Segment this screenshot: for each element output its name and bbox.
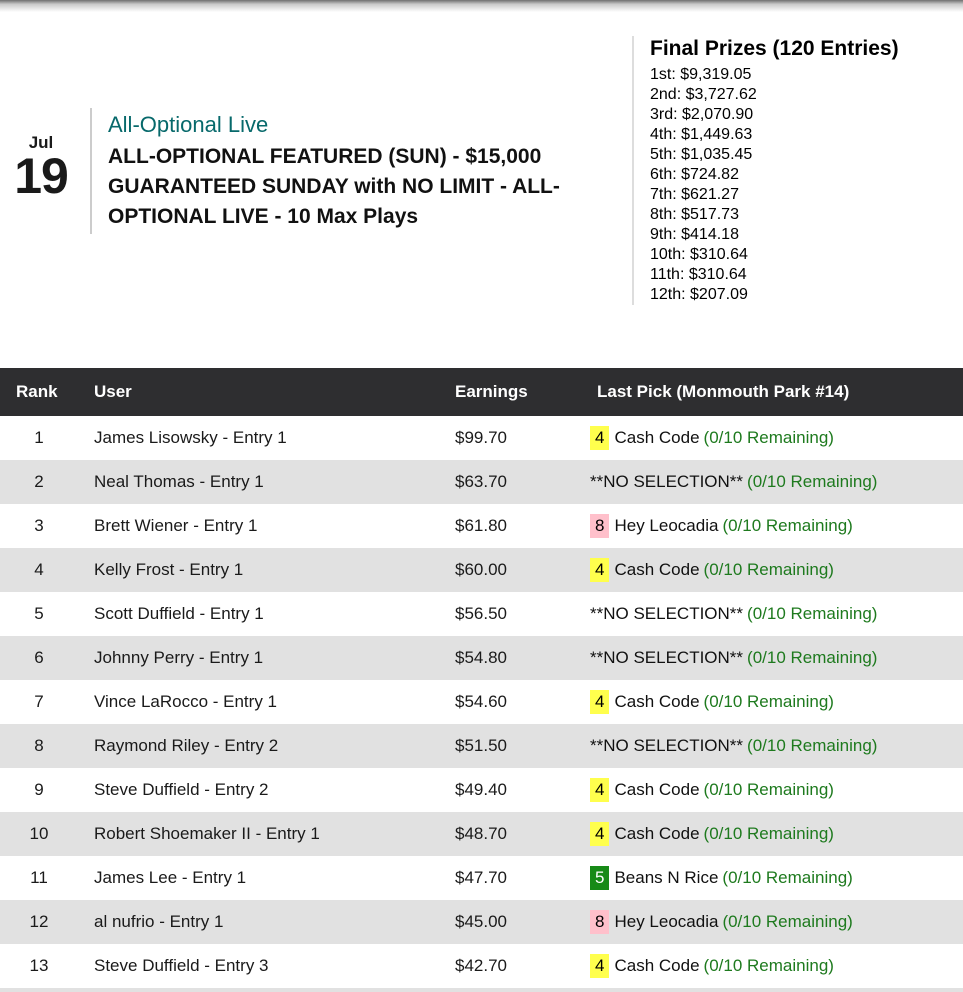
last-pick-cell bbox=[585, 548, 963, 592]
rank-cell: 5 bbox=[34, 604, 44, 623]
leaderboard-header bbox=[0, 368, 963, 416]
prize-item: 12th: $207.09 bbox=[650, 286, 748, 303]
earnings-cell: $56.50 bbox=[455, 604, 507, 623]
no-selection-label: **NO SELECTION** bbox=[590, 604, 744, 623]
rank-cell: 9 bbox=[34, 780, 44, 799]
event-date-day: 19 bbox=[14, 148, 68, 204]
earnings-cell: $54.60 bbox=[455, 692, 507, 711]
last-pick-cell bbox=[585, 636, 963, 680]
no-selection-label: **NO SELECTION** bbox=[590, 472, 744, 491]
last-pick-cell bbox=[585, 724, 963, 768]
horse-name: Cash Code bbox=[614, 559, 700, 579]
earnings-cell: $49.40 bbox=[455, 780, 507, 799]
rank-cell: 11 bbox=[30, 868, 48, 887]
column-header-last-pick: Last Pick (Monmouth Park #14) bbox=[585, 368, 963, 416]
program-number-badge: 4 bbox=[590, 778, 609, 802]
prize-item: 2nd: $3,727.62 bbox=[650, 86, 757, 103]
rank-cell: 2 bbox=[34, 472, 44, 491]
table-row bbox=[0, 768, 963, 812]
last-pick-cell bbox=[585, 900, 963, 944]
final-prizes-panel bbox=[632, 36, 952, 305]
last-pick-cell bbox=[585, 680, 963, 724]
program-number-badge: 5 bbox=[590, 866, 609, 890]
last-pick-cell bbox=[585, 856, 963, 900]
table-row bbox=[0, 724, 963, 768]
prize-item: 8th: $517.73 bbox=[650, 206, 739, 223]
picks-remaining-label: (0/10 Remaining) bbox=[703, 955, 834, 975]
rank-cell: 3 bbox=[34, 516, 44, 535]
user-cell: Raymond Riley - Entry 2 bbox=[94, 736, 279, 755]
earnings-cell: $45.00 bbox=[455, 912, 507, 931]
next-row-peek bbox=[0, 988, 963, 992]
no-selection-label: **NO SELECTION** bbox=[590, 736, 744, 755]
last-pick-cell bbox=[585, 504, 963, 548]
picks-remaining-label: (0/10 Remaining) bbox=[703, 559, 834, 579]
leaderboard-header-row bbox=[0, 368, 963, 416]
picks-remaining-label: (0/10 Remaining) bbox=[703, 779, 834, 799]
prize-item: 5th: $1,035.45 bbox=[650, 146, 753, 163]
last-pick-cell bbox=[585, 944, 963, 988]
program-number-badge: 8 bbox=[590, 910, 609, 934]
user-cell: James Lee - Entry 1 bbox=[94, 868, 247, 887]
table-row bbox=[0, 460, 963, 504]
table-row bbox=[0, 812, 963, 856]
horse-name: Hey Leocadia bbox=[614, 911, 719, 931]
user-cell: Scott Duffield - Entry 1 bbox=[94, 604, 264, 623]
table-row bbox=[0, 856, 963, 900]
table-row bbox=[0, 680, 963, 724]
last-pick-cell bbox=[585, 592, 963, 636]
event-category-label: All-Optional Live bbox=[108, 112, 269, 137]
user-cell: Steve Duffield - Entry 2 bbox=[94, 780, 269, 799]
table-row bbox=[0, 944, 963, 988]
program-number-badge: 4 bbox=[590, 822, 609, 846]
contest-header bbox=[0, 12, 963, 368]
user-cell: Steve Duffield - Entry 3 bbox=[94, 956, 269, 975]
horse-name: Cash Code bbox=[614, 823, 700, 843]
horse-name: Beans N Rice bbox=[614, 867, 719, 887]
user-cell: Robert Shoemaker II - Entry 1 bbox=[94, 824, 320, 843]
earnings-cell: $42.70 bbox=[455, 956, 507, 975]
picks-remaining-label: (0/10 Remaining) bbox=[722, 867, 853, 887]
picks-remaining-label: (0/10 Remaining) bbox=[747, 604, 878, 623]
table-row bbox=[0, 636, 963, 680]
table-row bbox=[0, 416, 963, 460]
horse-name: Cash Code bbox=[614, 955, 700, 975]
earnings-cell: $54.80 bbox=[455, 648, 507, 667]
rank-cell: 10 bbox=[29, 824, 49, 843]
prize-item: 10th: $310.64 bbox=[650, 246, 748, 263]
user-cell: James Lisowsky - Entry 1 bbox=[94, 428, 287, 447]
last-pick-cell bbox=[585, 812, 963, 856]
earnings-cell: $63.70 bbox=[455, 472, 507, 491]
prize-item: 1st: $9,319.05 bbox=[650, 66, 752, 83]
event-title: ALL-OPTIONAL FEATURED (SUN) - $15,000 GUARANTEED SUNDAY with NO LIMIT - ALL-OPTIONAL LIVE - 10 Max Plays bbox=[108, 145, 560, 228]
leaderboard-table bbox=[0, 368, 963, 988]
rank-cell: 7 bbox=[34, 692, 44, 711]
event-info-block bbox=[8, 112, 618, 234]
last-pick-cell bbox=[585, 460, 963, 504]
rank-cell: 12 bbox=[29, 912, 49, 931]
user-cell: al nufrio - Entry 1 bbox=[94, 912, 224, 931]
last-pick-cell bbox=[585, 416, 963, 460]
prize-list bbox=[650, 65, 952, 305]
event-text bbox=[108, 112, 618, 234]
column-header-rank: Rank bbox=[0, 368, 78, 416]
table-row bbox=[0, 592, 963, 636]
picks-remaining-label: (0/10 Remaining) bbox=[703, 823, 834, 843]
program-number-badge: 4 bbox=[590, 954, 609, 978]
event-date-month: Jul bbox=[28, 133, 54, 152]
horse-name: Cash Code bbox=[614, 427, 700, 447]
final-prizes-title: Final Prizes (120 Entries) bbox=[650, 37, 899, 60]
program-number-badge: 4 bbox=[590, 690, 609, 714]
program-number-badge: 8 bbox=[590, 514, 609, 538]
user-cell: Johnny Perry - Entry 1 bbox=[94, 648, 264, 667]
prize-item: 3rd: $2,070.90 bbox=[650, 106, 754, 123]
table-row bbox=[0, 504, 963, 548]
earnings-cell: $48.70 bbox=[455, 824, 507, 843]
horse-name: Cash Code bbox=[614, 779, 700, 799]
user-cell: Neal Thomas - Entry 1 bbox=[94, 472, 264, 491]
horse-name: Cash Code bbox=[614, 691, 700, 711]
picks-remaining-label: (0/10 Remaining) bbox=[703, 427, 834, 447]
earnings-cell: $51.50 bbox=[455, 736, 507, 755]
column-header-user: User bbox=[78, 368, 455, 416]
prize-item: 6th: $724.82 bbox=[650, 166, 739, 183]
rank-cell: 6 bbox=[34, 648, 44, 667]
leaderboard-body bbox=[0, 416, 963, 988]
rank-cell: 4 bbox=[34, 560, 44, 579]
prize-item: 4th: $1,449.63 bbox=[650, 126, 753, 143]
earnings-cell: $99.70 bbox=[455, 428, 507, 447]
picks-remaining-label: (0/10 Remaining) bbox=[747, 736, 878, 755]
table-row bbox=[0, 900, 963, 944]
rank-cell: 13 bbox=[29, 956, 49, 975]
rank-cell: 8 bbox=[34, 736, 44, 755]
rank-cell: 1 bbox=[34, 428, 44, 447]
program-number-badge: 4 bbox=[590, 426, 609, 450]
user-cell: Brett Wiener - Entry 1 bbox=[94, 516, 258, 535]
no-selection-label: **NO SELECTION** bbox=[590, 648, 744, 667]
event-date bbox=[8, 112, 74, 234]
user-cell: Vince LaRocco - Entry 1 bbox=[94, 692, 277, 711]
user-cell: Kelly Frost - Entry 1 bbox=[94, 560, 244, 579]
last-pick-cell bbox=[585, 768, 963, 812]
top-navbar-shadow bbox=[0, 0, 963, 12]
earnings-cell: $47.70 bbox=[455, 868, 507, 887]
prize-item: 7th: $621.27 bbox=[650, 186, 739, 203]
event-divider bbox=[90, 108, 92, 234]
horse-name: Hey Leocadia bbox=[614, 515, 719, 535]
program-number-badge: 4 bbox=[590, 558, 609, 582]
table-row bbox=[0, 548, 963, 592]
picks-remaining-label: (0/10 Remaining) bbox=[722, 515, 853, 535]
picks-remaining-label: (0/10 Remaining) bbox=[747, 472, 878, 491]
prize-item: 9th: $414.18 bbox=[650, 226, 739, 243]
earnings-cell: $61.80 bbox=[455, 516, 507, 535]
prize-item: 11th: $310.64 bbox=[650, 266, 747, 283]
picks-remaining-label: (0/10 Remaining) bbox=[703, 691, 834, 711]
column-header-earnings: Earnings bbox=[455, 368, 585, 416]
earnings-cell: $60.00 bbox=[455, 560, 507, 579]
picks-remaining-label: (0/10 Remaining) bbox=[722, 911, 853, 931]
picks-remaining-label: (0/10 Remaining) bbox=[747, 648, 878, 667]
